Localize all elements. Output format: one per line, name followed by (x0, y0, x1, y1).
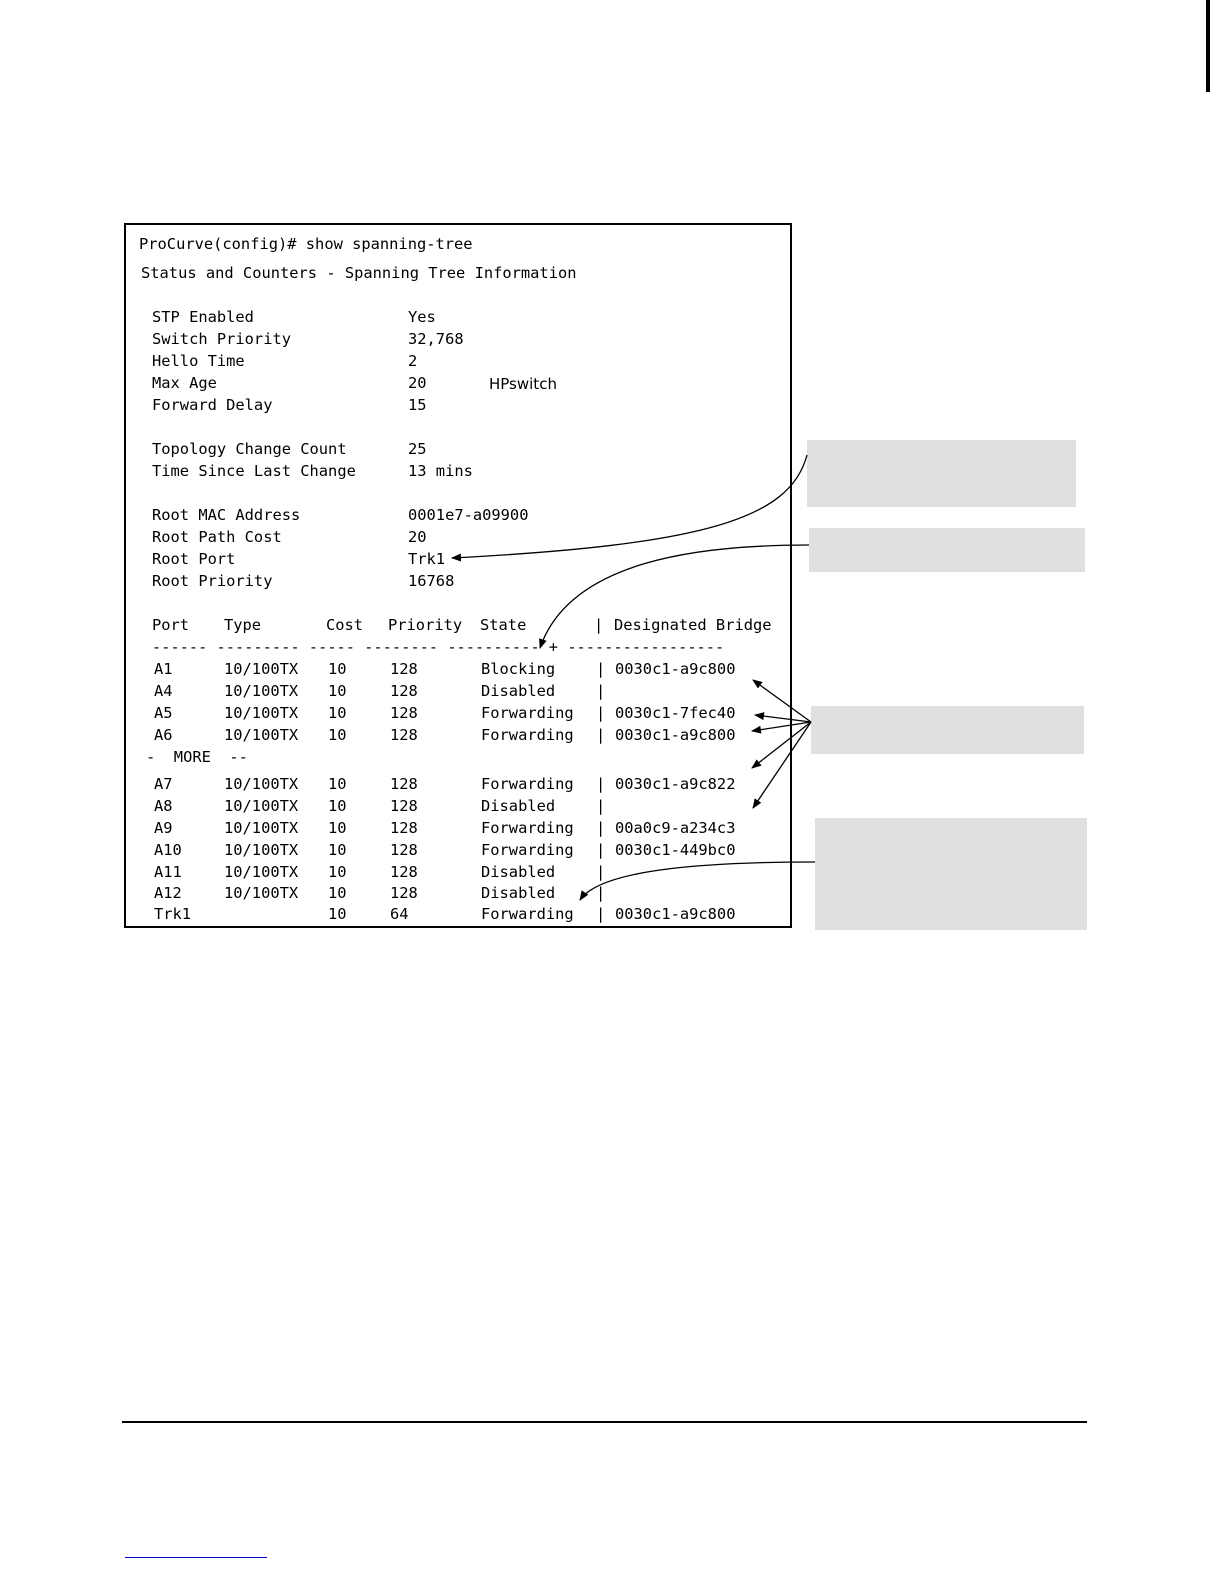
cell-bridge: 0030c1-a9c800 (615, 726, 736, 744)
cell-port: A9 (154, 819, 173, 837)
cell-cost: 10 (328, 884, 347, 902)
cell-type: 10/100TX (224, 819, 299, 837)
cell-state: Forwarding (481, 726, 574, 744)
cell-priority: 128 (390, 726, 418, 744)
cell-bridge: 0030c1-a9c800 (615, 660, 736, 678)
cell-priority: 128 (390, 863, 418, 881)
cell-state: Forwarding (481, 819, 574, 837)
hpswitch-label: HPswitch (489, 375, 557, 393)
field-value: 32,768 (408, 330, 464, 348)
cell-bar: | (596, 841, 606, 859)
cell-state: Disabled (481, 863, 556, 881)
field-value: 16768 (408, 572, 455, 590)
cell-state: Forwarding (481, 704, 574, 722)
output-heading: Status and Counters - Spanning Tree Information (141, 264, 577, 282)
callout-box-blocking (809, 528, 1085, 572)
column-header-designated-bridge: Designated Bridge (614, 616, 772, 634)
cell-bar: | (596, 726, 606, 744)
field-value: 0001e7-a09900 (408, 506, 529, 524)
more-prompt: - MORE -- (146, 748, 248, 766)
cell-priority: 64 (390, 905, 409, 923)
field-label: Switch Priority (152, 330, 291, 348)
terminal-output-box (124, 223, 792, 928)
cell-bar: | (596, 704, 606, 722)
cell-type: 10/100TX (224, 884, 299, 902)
cell-port: A6 (154, 726, 173, 744)
column-header-bar: | (594, 616, 604, 634)
field-value: 15 (408, 396, 427, 414)
cell-state: Forwarding (481, 841, 574, 859)
cell-type: 10/100TX (224, 660, 299, 678)
cell-state: Disabled (481, 884, 556, 902)
cell-cost: 10 (328, 841, 347, 859)
cell-cost: 10 (328, 819, 347, 837)
cell-priority: 128 (390, 819, 418, 837)
cell-priority: 128 (390, 884, 418, 902)
column-header-port: Port (152, 616, 190, 634)
footer-link-underline (125, 1557, 267, 1558)
cell-type: 10/100TX (224, 797, 299, 815)
column-header-cost: Cost (326, 616, 364, 634)
table-separator: ------ --------- ----- -------- ---------- + ----------------- (152, 638, 725, 656)
field-value: 20 (408, 528, 427, 546)
field-label: STP Enabled (152, 308, 254, 326)
cell-cost: 10 (328, 863, 347, 881)
cell-bar: | (596, 905, 606, 923)
cell-state: Disabled (481, 682, 556, 700)
field-label: Root Path Cost (152, 528, 282, 546)
cell-type: 10/100TX (224, 775, 299, 793)
field-label: Root Priority (152, 572, 273, 590)
column-header-priority: Priority (388, 616, 463, 634)
cell-bar: | (596, 819, 606, 837)
cell-priority: 128 (390, 797, 418, 815)
cell-type: 10/100TX (224, 682, 299, 700)
field-label: Root Port (152, 550, 236, 568)
cell-port: A10 (154, 841, 182, 859)
page-edge-tab (1206, 0, 1210, 92)
cell-cost: 10 (328, 682, 347, 700)
cell-cost: 10 (328, 905, 347, 923)
cell-state: Forwarding (481, 905, 574, 923)
cell-priority: 128 (390, 704, 418, 722)
field-value: Yes (408, 308, 436, 326)
cell-state: Blocking (481, 660, 556, 678)
field-label: Max Age (152, 374, 217, 392)
field-value: 2 (408, 352, 418, 370)
cell-port: A8 (154, 797, 173, 815)
cell-bridge: 0030c1-7fec40 (615, 704, 736, 722)
command-line: ProCurve(config)# show spanning-tree (139, 235, 473, 253)
cell-cost: 10 (328, 704, 347, 722)
callout-box-trunk (815, 818, 1087, 930)
field-value: 25 (408, 440, 427, 458)
callout-box-designated-bridge (811, 706, 1084, 754)
cell-bridge: 0030c1-a9c822 (615, 775, 736, 793)
cell-port: A1 (154, 660, 173, 678)
field-label: Time Since Last Change (152, 462, 356, 480)
cell-bar: | (596, 775, 606, 793)
cell-state: Disabled (481, 797, 556, 815)
cell-cost: 10 (328, 660, 347, 678)
cell-priority: 128 (390, 775, 418, 793)
column-header-state: State (480, 616, 527, 634)
cell-type: 10/100TX (224, 726, 299, 744)
field-label: Root MAC Address (152, 506, 301, 524)
cell-port: Trk1 (154, 905, 192, 923)
field-label: Forward Delay (152, 396, 273, 414)
cell-port: A4 (154, 682, 173, 700)
cell-bar: | (596, 863, 606, 881)
field-label: Hello Time (152, 352, 245, 370)
cell-priority: 128 (390, 682, 418, 700)
cell-type: 10/100TX (224, 841, 299, 859)
cell-bridge: 0030c1-449bc0 (615, 841, 736, 859)
cell-type: 10/100TX (224, 863, 299, 881)
field-value: Trk1 (408, 550, 446, 568)
cell-type: 10/100TX (224, 704, 299, 722)
callout-box-root-port (807, 440, 1076, 507)
cell-port: A5 (154, 704, 173, 722)
cell-bar: | (596, 797, 606, 815)
field-value: 20 (408, 374, 427, 392)
cell-cost: 10 (328, 797, 347, 815)
cell-bar: | (596, 884, 606, 902)
cell-state: Forwarding (481, 775, 574, 793)
cell-port: A7 (154, 775, 173, 793)
column-header-type: Type (224, 616, 262, 634)
cell-cost: 10 (328, 726, 347, 744)
cell-bridge: 0030c1-a9c800 (615, 905, 736, 923)
cell-port: A11 (154, 863, 182, 881)
field-label: Topology Change Count (152, 440, 347, 458)
cell-priority: 128 (390, 660, 418, 678)
cell-bridge: 00a0c9-a234c3 (615, 819, 736, 837)
cell-port: A12 (154, 884, 182, 902)
footer-rule (122, 1421, 1087, 1423)
cell-bar: | (596, 682, 606, 700)
cell-bar: | (596, 660, 606, 678)
cell-cost: 10 (328, 775, 347, 793)
field-value: 13 mins (408, 462, 473, 480)
cell-priority: 128 (390, 841, 418, 859)
